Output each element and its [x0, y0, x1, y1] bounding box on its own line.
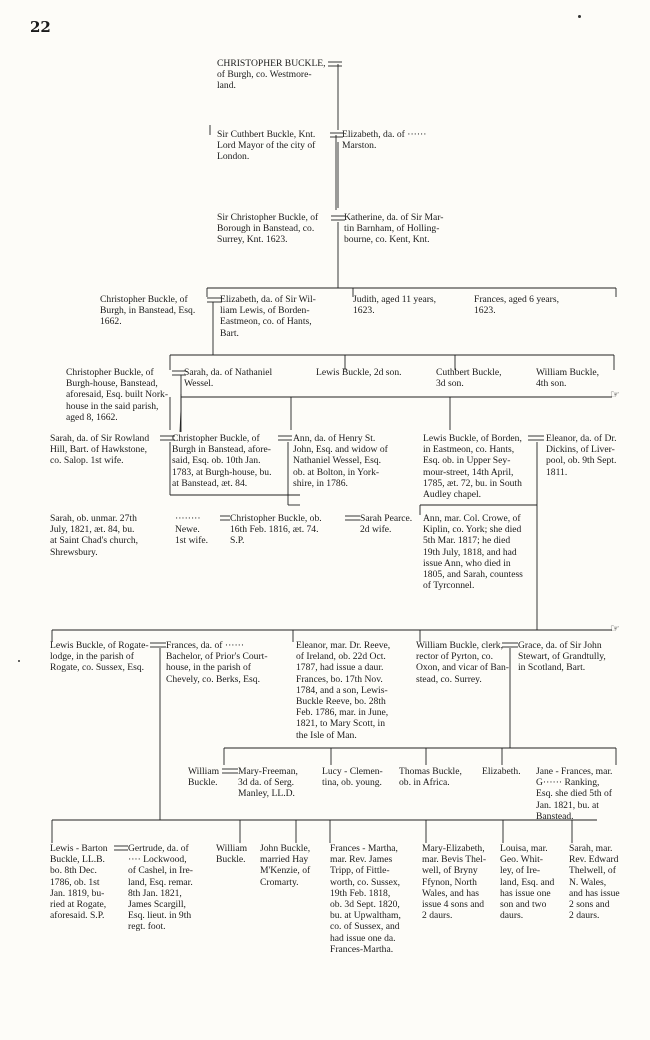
entry-eleanor-reeve: Eleanor, mar. Dr. Reeve, of Ireland, ob. 22d Oct. 1787, had issue a daur. Frances, bo. 17th Nov. 1784, and a son, Lewis- Buckle Reeve, bo. 28th Feb. 1786, mar. in June, 1821, to Mary Scott, in the Isle of Man. — [296, 640, 391, 741]
continuation-arrow: ☞ — [610, 389, 620, 401]
entry-william-buckle: William Buckle. — [188, 766, 220, 789]
entry-elizabeth-marston: Elizabeth, da. of ······ Marston. — [342, 129, 427, 152]
entry-john-buckle: John Buckle, married Hay M'Kenzie, of Cromarty. — [260, 843, 311, 888]
entry-lucy-clementina: Lucy - Clemen- tina, ob. young. — [322, 766, 383, 789]
page-number: 22 — [30, 18, 51, 36]
entry-cuthbert-buckle-3d-son: Cuthbert Buckle, 3d son. — [436, 367, 502, 390]
entry-mary-elizabeth: Mary-Elizabeth, mar. Bevis Thel- well, of Bryny Ffynon, North Wales, and has issue 4 sons and 2 daurs. — [422, 843, 487, 922]
entry-sir-cuthbert-buckle: Sir Cuthbert Buckle, Knt. Lord Mayor of the city of London. — [217, 129, 316, 163]
entry-louisa: Louisa, mar. Geo. Whit- ley, of Ire- land, Esq. and has issue one son and two daurs. — [500, 843, 555, 922]
entry-sarah-unmarried: Sarah, ob. unmar. 27th July, 1821, æt. 84, bu. at Saint Chad's church, Shrewsbury. — [50, 513, 139, 558]
entry-sarah-hill: Sarah, da. of Sir Rowland Hill, Bart. of Hawkstone, co. Salop. 1st wife. — [50, 433, 150, 467]
entry-lewis-buckle-borden: Lewis Buckle, of Borden, in Eastmeon, co. Hants, Esq. ob. in Upper Sey- mour-street, 14th April, 1785, æt. 72, bu. in South Audley chapel. — [423, 433, 522, 501]
entry-newe-1st-wife: ········ Newe. 1st wife. — [175, 513, 209, 547]
ink-speck — [578, 15, 581, 18]
continuation-arrow: ☞ — [610, 623, 620, 635]
entry-eleanor-dickins: Eleanor, da. of Dr. Dickins, of Liver- pool, ob. 9th Sept. 1811. — [546, 433, 617, 478]
entry-judith: Judith, aged 11 years, 1623. — [353, 294, 437, 317]
entry-mary-freeman: Mary-Freeman, 3d da. of Serg. Manley, LL.D. — [238, 766, 298, 800]
entry-christopher-buckle-burgh-house: Christopher Buckle, of Burgh-house, Banstead, aforesaid, Esq. built Nork- house in the said parish, aged 8, 1662. — [66, 367, 169, 423]
entry-ann-st-john: Ann, da. of Henry St. John, Esq. and widow of Nathaniel Wessel, Esq. ob. at Bolton, in York- shire, in 1786. — [293, 433, 388, 489]
entry-lewis-buckle-2d-son: Lewis Buckle, 2d son. — [316, 367, 402, 378]
entry-lewis-barton-buckle: Lewis - Barton Buckle, LL.B. bo. 8th Dec. 1786, ob. 1st Jan. 1819, bu- ried at Rogate, aforesaid. S.P. — [50, 843, 108, 922]
entry-christopher-buckle-burgh: CHRISTOPHER BUCKLE, of Burgh, co. Westmore- land. — [217, 58, 326, 92]
entry-elizabeth: Elizabeth. — [482, 766, 521, 777]
entry-sir-christopher-buckle: Sir Christopher Buckle, of Borough in Banstead, co. Surrey, Knt. 1623. — [217, 212, 319, 246]
entry-christopher-buckle-1816: Christopher Buckle, ob. 16th Feb. 1816, æt. 74. S.P. — [230, 513, 322, 547]
entry-lewis-buckle-rogate: Lewis Buckle, of Rogate- lodge, in the parish of Rogate, co. Sussex, Esq. — [50, 640, 149, 674]
entry-katherine-barnham: Katherine, da. of Sir Mar- tin Barnham, of Holling- bourne, co. Kent, Knt. — [344, 212, 444, 246]
entry-gertrude-lockwood: Gertrude, da. of ···· Lockwood, of Cashel, in Ire- land, Esq. remar. 8th Jan. 1821, James Scargill, Esq. lieut. in 9th regt. foot. — [128, 843, 194, 933]
entry-grace-stewart: Grace, da. of Sir John Stewart, of Grandtully, in Scotland, Bart. — [518, 640, 606, 674]
entry-ann-crowe: Ann, mar. Col. Crowe, of Kiplin, co. York; she died 5th Mar. 1817; he died 19th July, 1818, and had issue Ann, who died in 1805, and Sarah, countess of Tyrconnel. — [423, 513, 523, 592]
entry-thomas-buckle: Thomas Buckle, ob. in Africa. — [399, 766, 462, 789]
entry-sarah-pearce: Sarah Pearce. 2d wife. — [360, 513, 413, 536]
entry-elizabeth-lewis: Elizabeth, da. of Sir Wil- liam Lewis, of Borden- Eastmeon, co. of Hants, Bart. — [220, 294, 316, 339]
entry-frances-martha: Frances - Martha, mar. Rev. James Tripp, of Fittle- worth, co. Sussex, 19th Feb. 1818, ob. 3d Sept. 1820, bu. at Upwaltham, co. of Sussex, and had issue one da. Frances-Martha. — [330, 843, 401, 955]
entry-frances-bachelor: Frances, da. of ······ Bachelor, of Prior's Court- house, in the parish of Chevely, co. Berks, Esq. — [166, 640, 268, 685]
entry-sarah-thelwell: Sarah, mar. Rev. Edward Thelwell, of N. Wales, and has issue 2 sons and 2 daurs. — [569, 843, 620, 922]
entry-christopher-buckle-1662: Christopher Buckle, of Burgh, in Banstead, Esq. 1662. — [100, 294, 196, 328]
ink-speck — [18, 660, 20, 662]
entry-william-buckle-4th-son: William Buckle, 4th son. — [536, 367, 600, 390]
entry-christopher-buckle-1783: Christopher Buckle, of Burgh in Banstead, afore- said, Esq. ob. 10th Jan. 1783, at Burgh-house, bu. at Banstead, æt. 84. — [172, 433, 272, 489]
entry-sarah-wessel: Sarah, da. of Nathaniel Wessel. — [184, 367, 273, 390]
entry-frances: Frances, aged 6 years, 1623. — [474, 294, 559, 317]
entry-jane-frances: Jane - Frances, mar. G······ Ranking, Esq. she died 5th of Jan. 1821, bu. at Banstead. — [536, 766, 613, 822]
entry-william-buckle-clerk: William Buckle, clerk, rector of Pyrton, co. Oxon, and vicar of Ban- stead, co. Surrey. — [416, 640, 509, 685]
entry-william-buckle-jr: William Buckle. — [216, 843, 248, 866]
